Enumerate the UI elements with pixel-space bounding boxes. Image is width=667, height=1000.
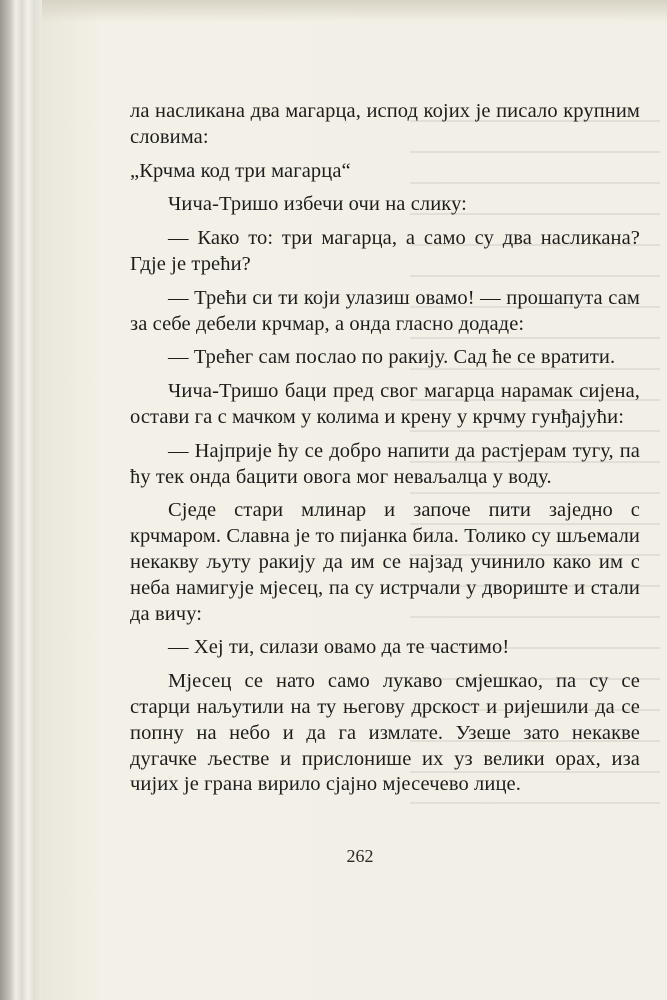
page-number: 262 [346, 846, 374, 866]
paragraph: Мјесец се нато само лукаво смјешкао, па су се старци наљутили на ту његову дрскост и ријешили да се попну на небо и да га измлате. Узеше зато некакве дугачке љестве и прислонише их уз велики орах, иза чијих је грана вирило сјајно мјесечево лице. [130, 670, 640, 796]
paragraph: — Најприје ћу се добро напити да растјерам тугу, па ћу тек онда бацити овога мог неваљалца у воду. [130, 439, 640, 488]
paragraph: „Крчма код три магарца“ [130, 159, 351, 182]
body-text [130, 99, 640, 806]
paragraph: — Хеј ти, силази овамо да те частимо! [168, 636, 510, 659]
paragraph: — Трећи си ти који улазиш овамо! — прошапута сам за себе дебели крчмар, а онда гласно додаде: [130, 286, 640, 335]
page-top-shadow [42, 0, 667, 22]
paragraph: Чича-Тришо избечи очи на слику: [168, 193, 467, 216]
paragraph: — Како то: три магарца, а само су два насликана? Гдје је трећи? [130, 227, 640, 275]
paragraph: ла насликана два магарца, испод којих је писало крупним словима: [130, 100, 640, 148]
paragraph: Сједе стари млинар и започе пити заједно с крчмаром. Славна је то пијанка била. Толико су шљемали некакву љуту ракију да им се најзад учинило како им с неба намигује мјесец, па су истрчали у двориште и стали да вичу: [130, 499, 640, 625]
paragraph: Чича-Тришо баци пред свог магарца нарамак сијена, остави га с мачком у колима и крену у крчму гунђајући: [130, 380, 640, 428]
paragraph: — Трећег сам послао по ракију. Сад ће се вратити. [168, 346, 616, 369]
page-edges [0, 0, 42, 1000]
